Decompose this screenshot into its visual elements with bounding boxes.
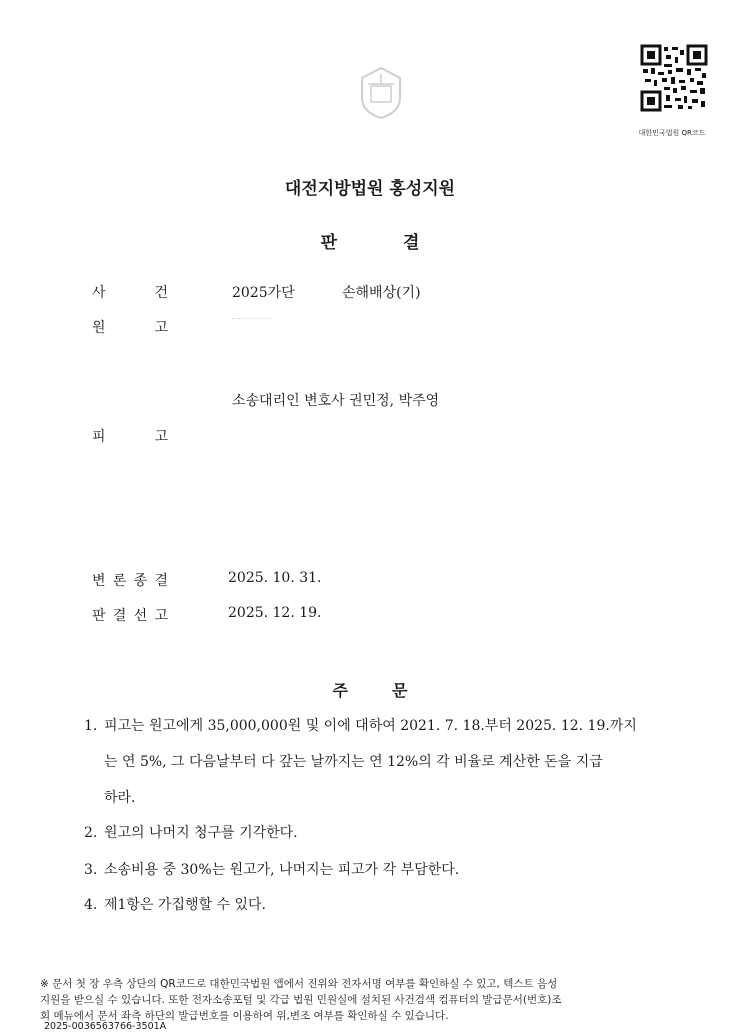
document-number: 2025-0036563766-3501A	[44, 1021, 167, 1032]
verification-notice	[40, 976, 708, 1024]
judgment-label: 판 결 선 고	[92, 608, 168, 624]
document-type	[0, 228, 740, 253]
closing-label: 변 론 종 결	[92, 573, 168, 589]
document-type-char: 판	[320, 233, 337, 253]
order-item-line: 하라.	[104, 790, 136, 806]
court-name: 대전지방법원 홍성지원	[284, 179, 456, 199]
order-item-line: 원고의 나머지 청구를 기각한다.	[104, 825, 298, 841]
qr-code-icon	[640, 44, 708, 112]
order-item-number: 4.	[84, 897, 98, 913]
notice-line: 회 메뉴에서 문서 좌측 하단의 발급번호를 이용하여 위,변조 여부를 확인하실 수 있습니다.	[40, 1010, 449, 1022]
plaintiff-label: 원 고	[92, 320, 168, 336]
notice-line: ※ 문서 첫 장 우측 상단의 QR코드로 대한민국법원 앱에서 진위와 전자서명 여부를 확인하실 수 있고, 텍스트 음성	[40, 978, 558, 990]
closing-date: 2025. 10. 31.	[228, 570, 322, 586]
order-item-number: 1.	[84, 718, 98, 734]
order-item-number: 2.	[84, 825, 98, 841]
qr-code-label: 대한민국법원 QR코드	[638, 129, 706, 137]
order-title: 주 문	[332, 681, 408, 700]
case-label: 사 건	[92, 285, 168, 301]
defendant-label: 피 고	[92, 429, 168, 445]
judgment-date: 2025. 12. 19.	[228, 605, 322, 621]
redacted-name	[232, 318, 272, 325]
order-item-line: 피고는 원고에게 35,000,000원 및 이에 대하여 2021. 7. 18.부터 2025. 12. 19.까지	[104, 718, 637, 734]
plaintiff-representative: 소송대리인 변호사 권민정, 박주영	[232, 393, 440, 409]
notice-line: 지원을 받으실 수 있습니다. 또한 전자소송포털 및 각급 법원 민원실에 설치된 사건검색 컴퓨터의 발급문서(번호)조	[40, 994, 562, 1006]
order-item-line: 는 연 5%, 그 다음날부터 다 갚는 날까지는 연 12%의 각 비율로 계산한 돈을 지급	[104, 754, 603, 770]
court-emblem-icon	[356, 64, 406, 120]
document-type-char: 결	[403, 233, 420, 253]
case-number: 2025가단	[232, 285, 295, 301]
order-item-number: 3.	[84, 862, 98, 878]
case-name: 손해배상(기)	[342, 285, 421, 301]
order-item-line: 제1항은 가집행할 수 있다.	[104, 897, 266, 913]
order-item-line: 소송비용 중 30%는 원고가, 나머지는 피고가 각 부담한다.	[104, 862, 460, 878]
